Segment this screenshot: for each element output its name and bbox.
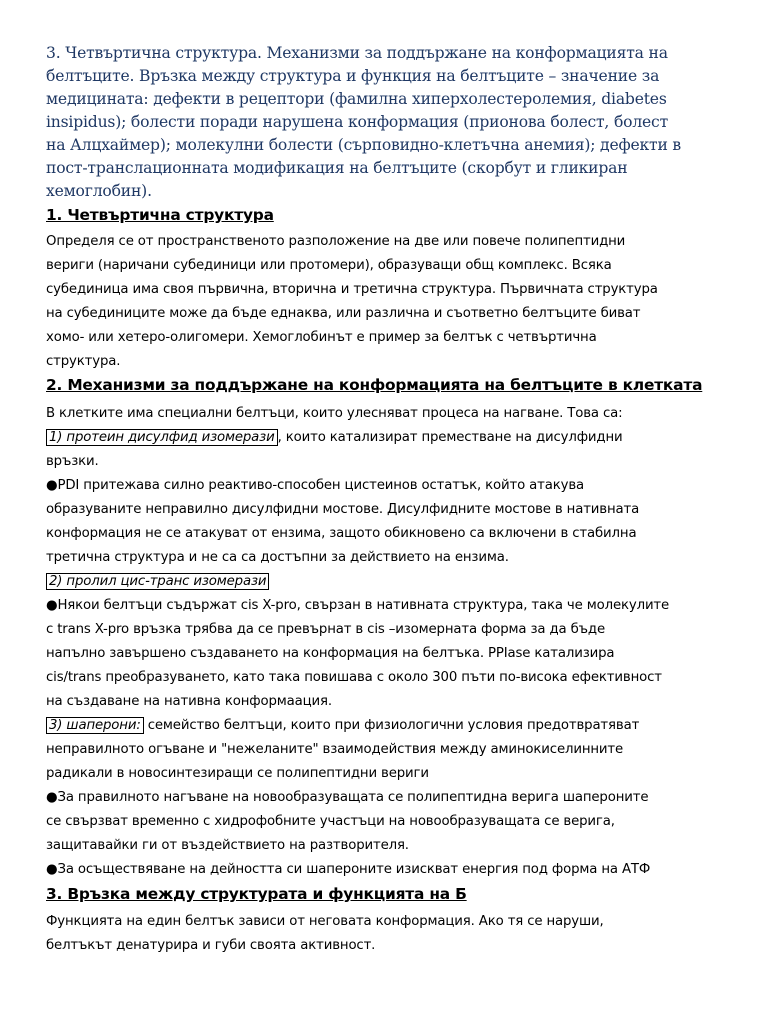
item1-text: , които катализират преместване на дисулфидни <box>277 430 623 445</box>
title-line: медицината: дефекти в рецептори (фамилна хиперхолестеролемия, diabetes <box>46 90 667 108</box>
text-line: се свързват временно с хидрофобните участъци на новообразуващата се верига, <box>46 814 615 829</box>
section1-body <box>46 230 736 374</box>
text-line: хомо- или хетеро-олигомери. Хемоглобинът е пример за белтък с четвъртична <box>46 330 597 345</box>
text-line: на създаване на нативна конформаация. <box>46 694 332 709</box>
title-line: insipidus); болести поради нарушена конформация (прионова болест, болест <box>46 113 669 131</box>
section3-body <box>46 910 736 958</box>
text-line: конформация не се атакуват от ензима, защото обикновено са включени в стабилна <box>46 526 637 541</box>
item3-line <box>46 714 736 738</box>
section2-heading: 2. Механизми за поддържане на конформацията на белтъците в клетката <box>46 376 703 394</box>
text-line: на субединиците може да бъде еднаква, или различна и съответно белтъците биват <box>46 306 641 321</box>
text-line: третична структура и не са са достъпни за действието на ензима. <box>46 550 509 565</box>
section3-heading: 3. Връзка между структурата и функцията на Б <box>46 885 467 903</box>
title-line: хемоглобин). <box>46 182 152 200</box>
title-line: на Алцхаймер); молекулни болести (сърповидно-клетъчна анемия); дефекти в <box>46 136 682 154</box>
section1-heading: 1. Четвъртична структура <box>46 206 274 224</box>
text-line: В клетките има специални белтъци, които улесняват процеса на нагване. Това са: <box>46 406 623 421</box>
text-line: ●Някои белтъци съдържат cis X-pro, свързан в нативната структура, така че молекулите <box>46 598 670 613</box>
text-line: белтъкът денатурира и губи своята активност. <box>46 938 376 953</box>
text-line: структура. <box>46 354 121 369</box>
text-line: ●За правилното нагъване на новообразуващата се полипептидна верига шапероните <box>46 790 649 805</box>
section2-body <box>46 402 736 882</box>
text-line: субединица има своя първична, вторична и третична структура. Първичната структура <box>46 282 658 297</box>
text-line: Функцията на един белтък зависи от неговата конформация. Ако тя се наруши, <box>46 914 604 929</box>
text-line: напълно завършено създаването на конформация на белтъка. PPIase катализира <box>46 646 615 661</box>
document-title <box>46 42 722 203</box>
text-line: образуваните неправилно дисулфидни мостове. Дисулфидните мостове в нативната <box>46 502 640 517</box>
item3-label: 3) шаперони: <box>46 717 144 734</box>
text-line: с trans X-pro връзка трябва да се превърнат в cis –изомерната форма за да бъде <box>46 622 605 637</box>
title-line: белтъците. Връзка между структура и функция на белтъците – значение за <box>46 67 660 85</box>
item2-label: 2) пролил цис-транс изомерази <box>46 573 269 590</box>
text-line: Определя се от пространственото разположение на две или повече полипептидни <box>46 234 626 249</box>
text-line: радикали в новосинтезиращи се полипептидни вериги <box>46 766 429 781</box>
text-line: ●PDI притежава силно реактиво-способен цистеинов остатък, който атакува <box>46 478 585 493</box>
item1-line <box>46 426 736 450</box>
title-line: пост-транслационната модификация на белтъците (скорбут и гликиран <box>46 159 628 177</box>
text-line: ●За осъществяване на дейността си шапероните изискват енергия под форма на АТФ <box>46 862 651 877</box>
text-line: връзки. <box>46 454 99 469</box>
title-line: 3. Четвъртична структура. Механизми за поддържане на конформацията на <box>46 44 668 62</box>
item2-line <box>46 570 736 594</box>
item1-label: 1) протеин дисулфид изомерази <box>46 429 278 446</box>
text-line: защитавайки ги от въздействието на разтворителя. <box>46 838 409 853</box>
text-line: вериги (наричани субединици или протомери), образуващи общ комплекс. Всяка <box>46 258 612 273</box>
text-line: cis/trans преобразуването, като така повишава с около 300 пъти по-висока ефективност <box>46 670 662 685</box>
item3-text: семейство белтъци, които при физиологични условия предотвратяват <box>143 718 640 733</box>
text-line: неправилното огъване и "нежеланите" взаимодействия между аминокиселинните <box>46 742 624 757</box>
